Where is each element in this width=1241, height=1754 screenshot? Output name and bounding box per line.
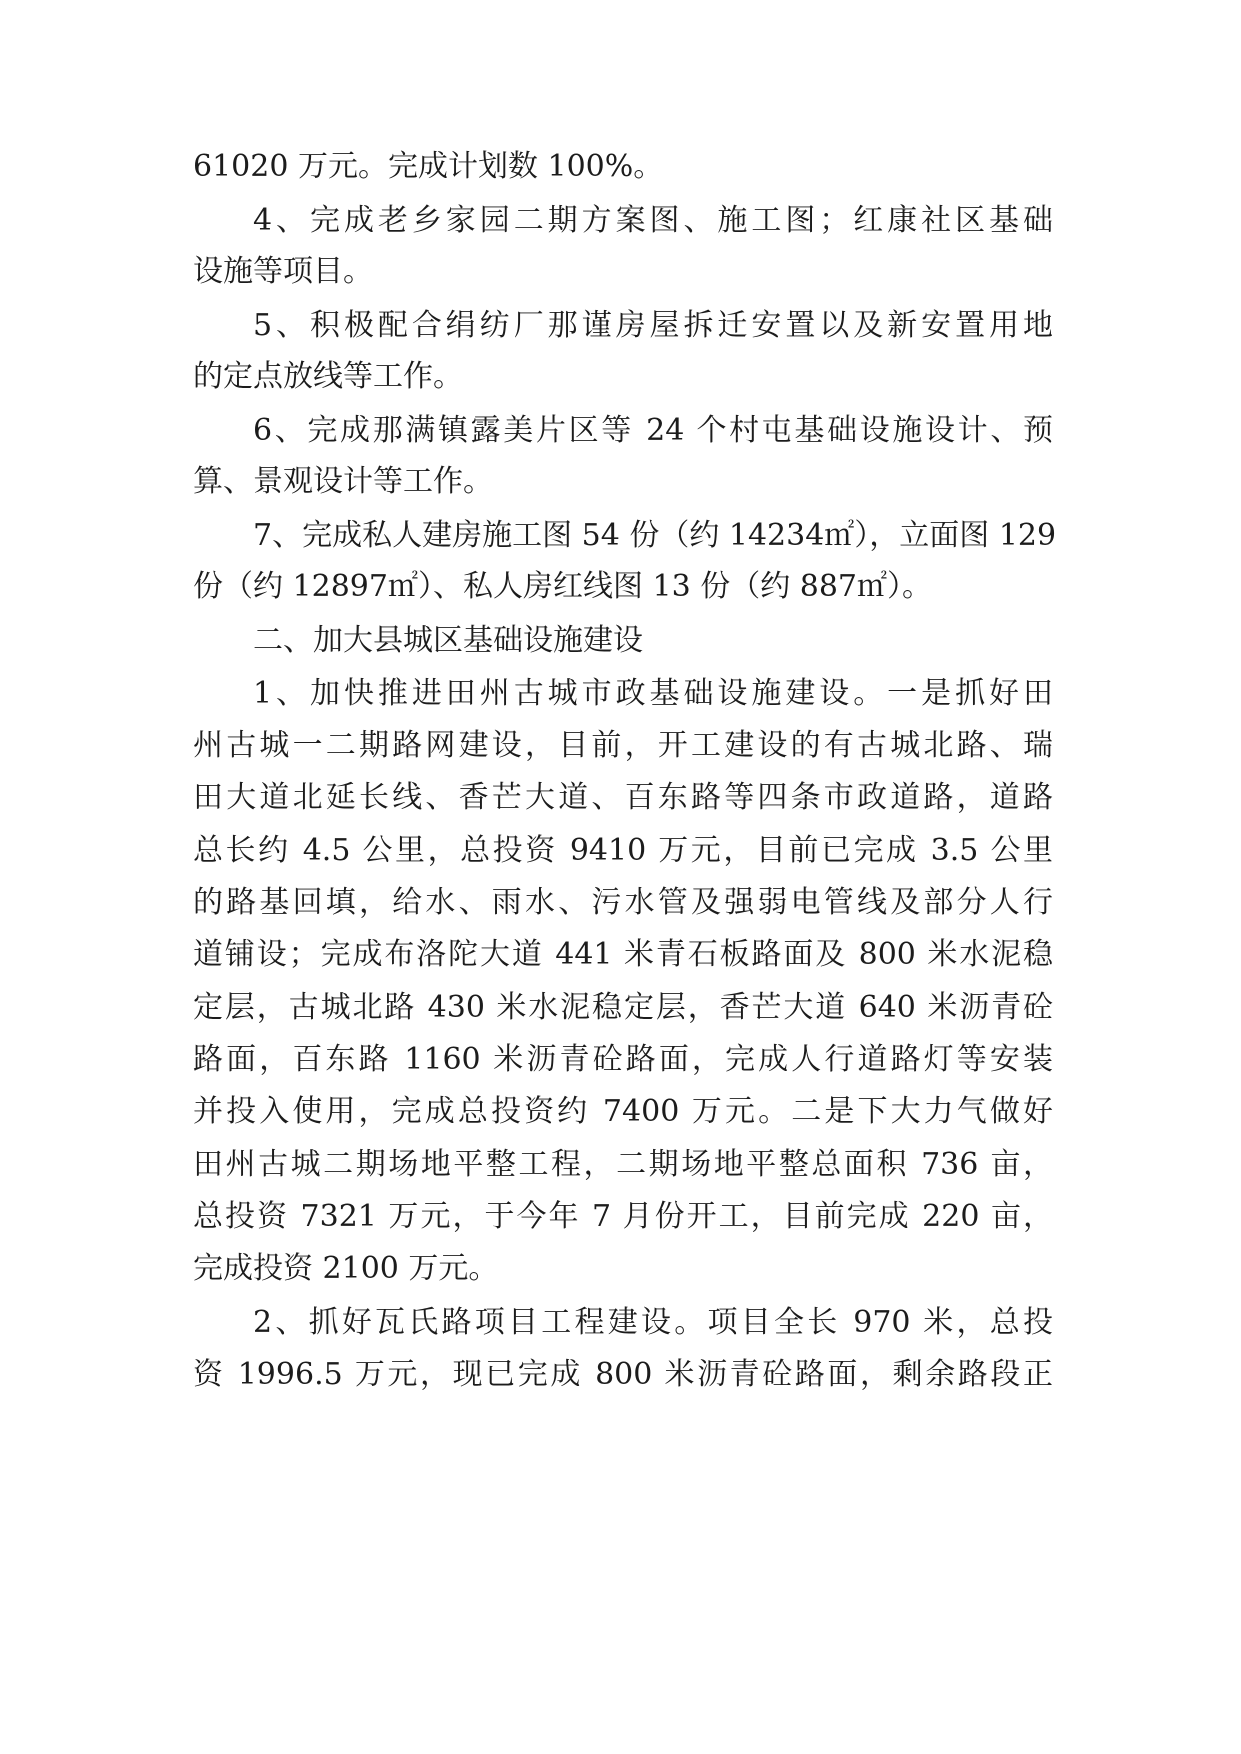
text-line-6: 6、完成那满镇露美片区等 24 个村屯基础设施设计、预 xyxy=(253,413,1053,448)
text-line-12: 州古城一二期路网建设，目前，开工建设的有古城北路、瑞 xyxy=(193,728,1053,763)
text-line-11: 1、加快推进田州古城市政基础设施建设。一是抓好田 xyxy=(253,676,1053,711)
text-line-17: 定层，古城北路 430 米水泥稳定层，香芒大道 640 米沥青砼 xyxy=(193,990,1053,1025)
text-line-20: 田州古城二期场地平整工程，二期场地平整总面积 736 亩， xyxy=(193,1147,1053,1182)
text-line-2: 4、完成老乡家园二期方案图、施工图；红康社区基础 xyxy=(253,203,1053,238)
text-line-7: 算、景观设计等工作。 xyxy=(193,464,493,499)
text-line-21: 总投资 7321 万元，于今年 7 月份开工，目前完成 220 亩， xyxy=(193,1199,1053,1234)
text-line-5: 的定点放线等工作。 xyxy=(193,359,463,394)
text-line-3: 设施等项目。 xyxy=(193,254,373,289)
text-line-15: 的路基回填，给水、雨水、污水管及强弱电管线及部分人行 xyxy=(193,885,1053,920)
text-line-8: 7、完成私人建房施工图 54 份（约 14234㎡），立面图 129 xyxy=(253,518,1057,553)
section-heading: 二、加大县城区基础设施建设 xyxy=(253,623,643,658)
text-line-23: 2、抓好瓦氏路项目工程建设。项目全长 970 米，总投 xyxy=(253,1305,1053,1340)
text-line-9: 份（约 12897㎡）、私人房红线图 13 份（约 887㎡）。 xyxy=(193,569,933,604)
text-line-18: 路面，百东路 1160 米沥青砼路面，完成人行道路灯等安装 xyxy=(193,1042,1053,1077)
text-line-22: 完成投资 2100 万元。 xyxy=(193,1251,499,1286)
text-line-24: 资 1996.5 万元，现已完成 800 米沥青砼路面，剩余路段正 xyxy=(193,1357,1053,1392)
text-line-14: 总长约 4.5 公里，总投资 9410 万元，目前已完成 3.5 公里 xyxy=(193,833,1053,868)
text-line-13: 田大道北延长线、香芒大道、百东路等四条市政道路，道路 xyxy=(193,780,1053,815)
text-line-16: 道铺设；完成布洛陀大道 441 米青石板路面及 800 米水泥稳 xyxy=(193,937,1053,972)
text-line-1: 61020 万元。完成计划数 100%。 xyxy=(193,149,664,184)
text-line-19: 并投入使用，完成总投资约 7400 万元。二是下大力气做好 xyxy=(193,1094,1053,1129)
text-line-4: 5、积极配合绢纺厂那谨房屋拆迁安置以及新安置用地 xyxy=(253,308,1053,343)
